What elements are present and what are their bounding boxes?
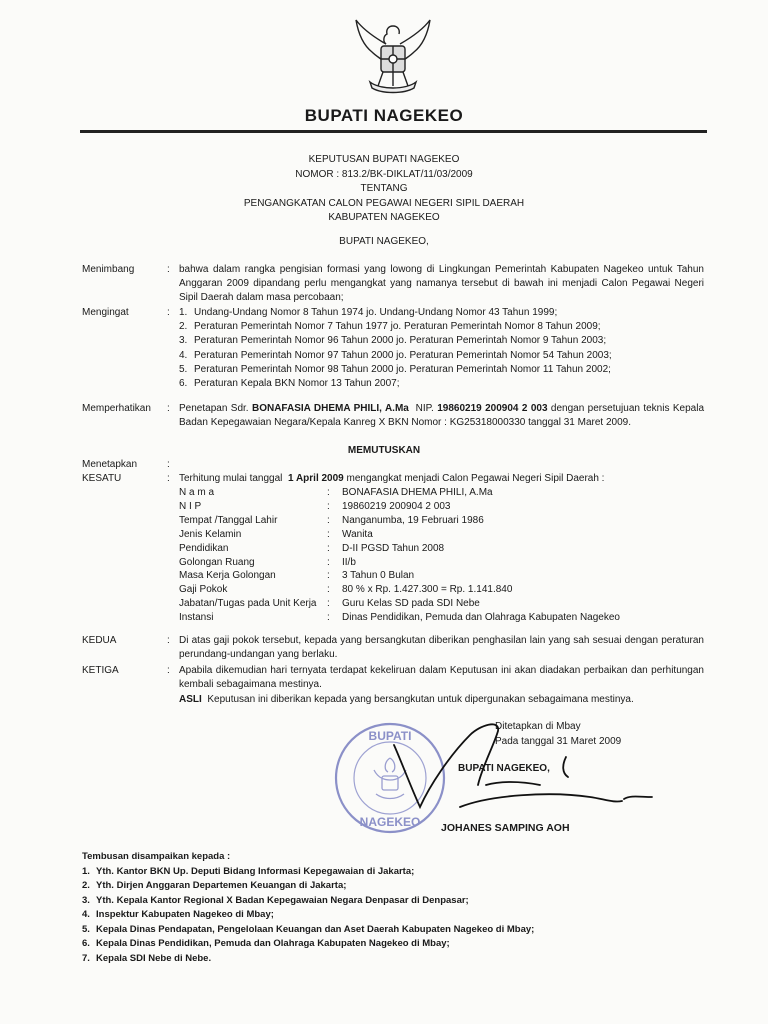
decree-title: KEPUTUSAN BUPATI NAGEKEO: [308, 154, 460, 165]
list-item: 5. Kepala Dinas Pendapatan, Pengelolaan Keuangan dan Aset Daerah Kabupaten Nagekeo di Mbay;: [82, 923, 535, 935]
detail-row: Tempat /Tanggal Lahir : Nanganumba, 19 Februari 1986: [179, 514, 484, 526]
list-item: 1. Yth. Kantor BKN Up. Deputi Bidang Informasi Kepegawaian di Jakarta;: [82, 865, 415, 877]
detail-row: Jenis Kelamin : Wanita: [179, 528, 373, 540]
stamp-text-bottom: NAGEKEO: [359, 815, 421, 829]
list-item: 3. Yth. Kepala Kantor Regional X Badan Kepegawaian Negara Denpasar di Denpasar;: [82, 894, 469, 906]
menetapkan-label: Menetapkan: [82, 459, 138, 470]
detail-row: N a m a : BONAFASIA DHEMA PHILI, A.Ma: [179, 487, 493, 498]
memutuskan-heading: MEMUTUSKAN: [347, 445, 421, 456]
carbon-copy-list: [82, 865, 534, 967]
list-item: 6. Kepala Dinas Pendidikan, Pemuda dan Olahraga Kabupaten Nagekeo di Mbay;: [82, 938, 450, 949]
list-item: 4. Inspektur Kabupaten Nagekeo di Mbay;: [82, 909, 274, 920]
colon: :: [167, 473, 170, 484]
list-item: 7. Kepala SDI Nebe di Nebe.: [82, 952, 212, 964]
kesatu-intro: Terhitung mulai tanggal 1 April 2009 mengangkat menjadi Calon Pegawai Negeri Sipil Daerah :: [179, 473, 605, 484]
detail-row: Instansi : Dinas Pendidikan, Pemuda dan Olahraga Kabupaten Nagekeo: [179, 612, 620, 624]
header-rule: [80, 130, 707, 133]
mengingat-list: [179, 306, 612, 391]
ketiga-label: KETIGA: [82, 665, 119, 676]
detail-row: Jabatan/Tugas pada Unit Kerja : Guru Kelas SD pada SDI Nebe: [179, 598, 480, 610]
signatory-title: BUPATI NAGEKEO,: [458, 763, 550, 774]
detail-row: Golongan Ruang : II/b: [179, 556, 356, 568]
detail-row: Pendidikan : D-II PGSD Tahun 2008: [179, 542, 445, 554]
colon: :: [167, 665, 170, 676]
candidate-name: BONAFASIA DHEMA PHILI, A.Ma: [251, 403, 409, 414]
decree-region: KABUPATEN NAGEKEO: [328, 212, 440, 223]
organization-heading: BUPATI NAGEKEO: [304, 106, 464, 125]
kesatu-label: KESATU: [82, 473, 122, 484]
list-item: 5. Peraturan Pemerintah Nomor 98 Tahun 2000 jo. Peraturan Pemerintah Nomor 11 Tahun 2002;: [179, 363, 611, 375]
colon: :: [167, 307, 170, 318]
detail-row: Masa Kerja Golongan : 3 Tahun 0 Bulan: [179, 570, 415, 582]
stamp-text-top: BUPATI: [368, 729, 412, 743]
kedua-label: KEDUA: [82, 635, 117, 646]
menimbang-text: bahwa dalam rangka pengisian formasi yang lowong di Lingkungan Pemerintah Kabupaten Nagekeo untuk Tahun Anggaran 2009 dipandang perlu mengangkat yang namanya tersebut di bawah ini menjadi Calon Pegawai Negeri Sipil Daerah dalam masa percobaan;: [179, 264, 704, 303]
mengingat-label: Mengingat: [82, 307, 129, 318]
signing-date: Pada tanggal 31 Maret 2009: [495, 736, 622, 747]
garuda-emblem-icon: [350, 16, 436, 98]
carbon-copy-title: Tembusan disampaikan kepada :: [82, 851, 231, 862]
colon: :: [167, 459, 170, 470]
list-item: 6. Peraturan Kepala BKN Nomor 13 Tahun 2007;: [179, 378, 400, 390]
memperhatikan-text: Penetapan Sdr. BONAFASIA DHEMA PHILI, A.Ma NIP. 19860219 200904 2 003 dengan persetujuan teknis Kepala Badan Kepegawaian Negara/Kepala Kanreg X BKN Nomor : KG25318000330 tanggal 31 Maret 2009.: [179, 403, 705, 428]
decree-title-block: [0, 153, 768, 226]
menimbang-label: Menimbang: [82, 264, 135, 275]
handwritten-signature: [390, 715, 660, 820]
colon: :: [167, 635, 170, 646]
memperhatikan-label: Memperhatikan: [82, 403, 151, 414]
signatory-name: JOHANES SAMPING AOH: [441, 822, 570, 834]
decree-number: NOMOR : 813.2/BK-DIKLAT/11/03/2009: [295, 168, 473, 180]
list-item: 2. Peraturan Pemerintah Nomor 7 Tahun 1977 jo. Peraturan Pemerintah Nomor 8 Tahun 2009;: [179, 321, 601, 333]
decree-subject: PENGANGKATAN CALON PEGAWAI NEGERI SIPIL DAERAH: [243, 197, 525, 209]
decree-issuer: BUPATI NAGEKEO,: [339, 236, 429, 247]
candidate-nip: 19860219 200904 2 003: [437, 403, 548, 414]
list-item: 1. Undang-Undang Nomor 8 Tahun 1974 jo. Undang-Undang Nomor 43 Tahun 1999;: [179, 307, 558, 318]
asli-text: ASLI Keputusan ini diberikan kepada yang bersangkutan untuk dipergunakan sebagaimana mestinya.: [179, 694, 634, 705]
signing-place: Ditetapkan di Mbay: [495, 721, 581, 732]
ketiga-text: Apabila dikemudian hari ternyata terdapat kekeliruan dalam Keputusan ini akan diadakan perbaikan dan perhitungan kembali sebagaimana mestinya.: [179, 665, 704, 690]
colon: :: [167, 264, 170, 275]
list-item: 3. Peraturan Pemerintah Nomor 96 Tahun 2000 jo. Peraturan Pemerintah Nomor 9 Tahun 2003;: [179, 335, 607, 347]
list-item: 4. Peraturan Pemerintah Nomor 97 Tahun 2000 jo. Peraturan Pemerintah Nomor 54 Tahun 2003;: [179, 349, 612, 361]
candidate-details: [179, 486, 620, 625]
decree-about: TENTANG: [360, 183, 408, 194]
colon: :: [167, 403, 170, 414]
detail-row: N I P : 19860219 200904 2 003: [179, 500, 451, 512]
list-item: 2. Yth. Dirjen Anggaran Departemen Keuangan di Jakarta;: [82, 880, 347, 891]
carbon-copy-block: [82, 850, 534, 966]
detail-row: Gaji Pokok : 80 % x Rp. 1.427.300 = Rp. 1.141.840: [179, 584, 513, 596]
kedua-text: Di atas gaji pokok tersebut, kepada yang bersangkutan diberikan penghasilan lain yang sah sesuai dengan peraturan perundang-undangan yang berlaku.: [179, 635, 704, 660]
